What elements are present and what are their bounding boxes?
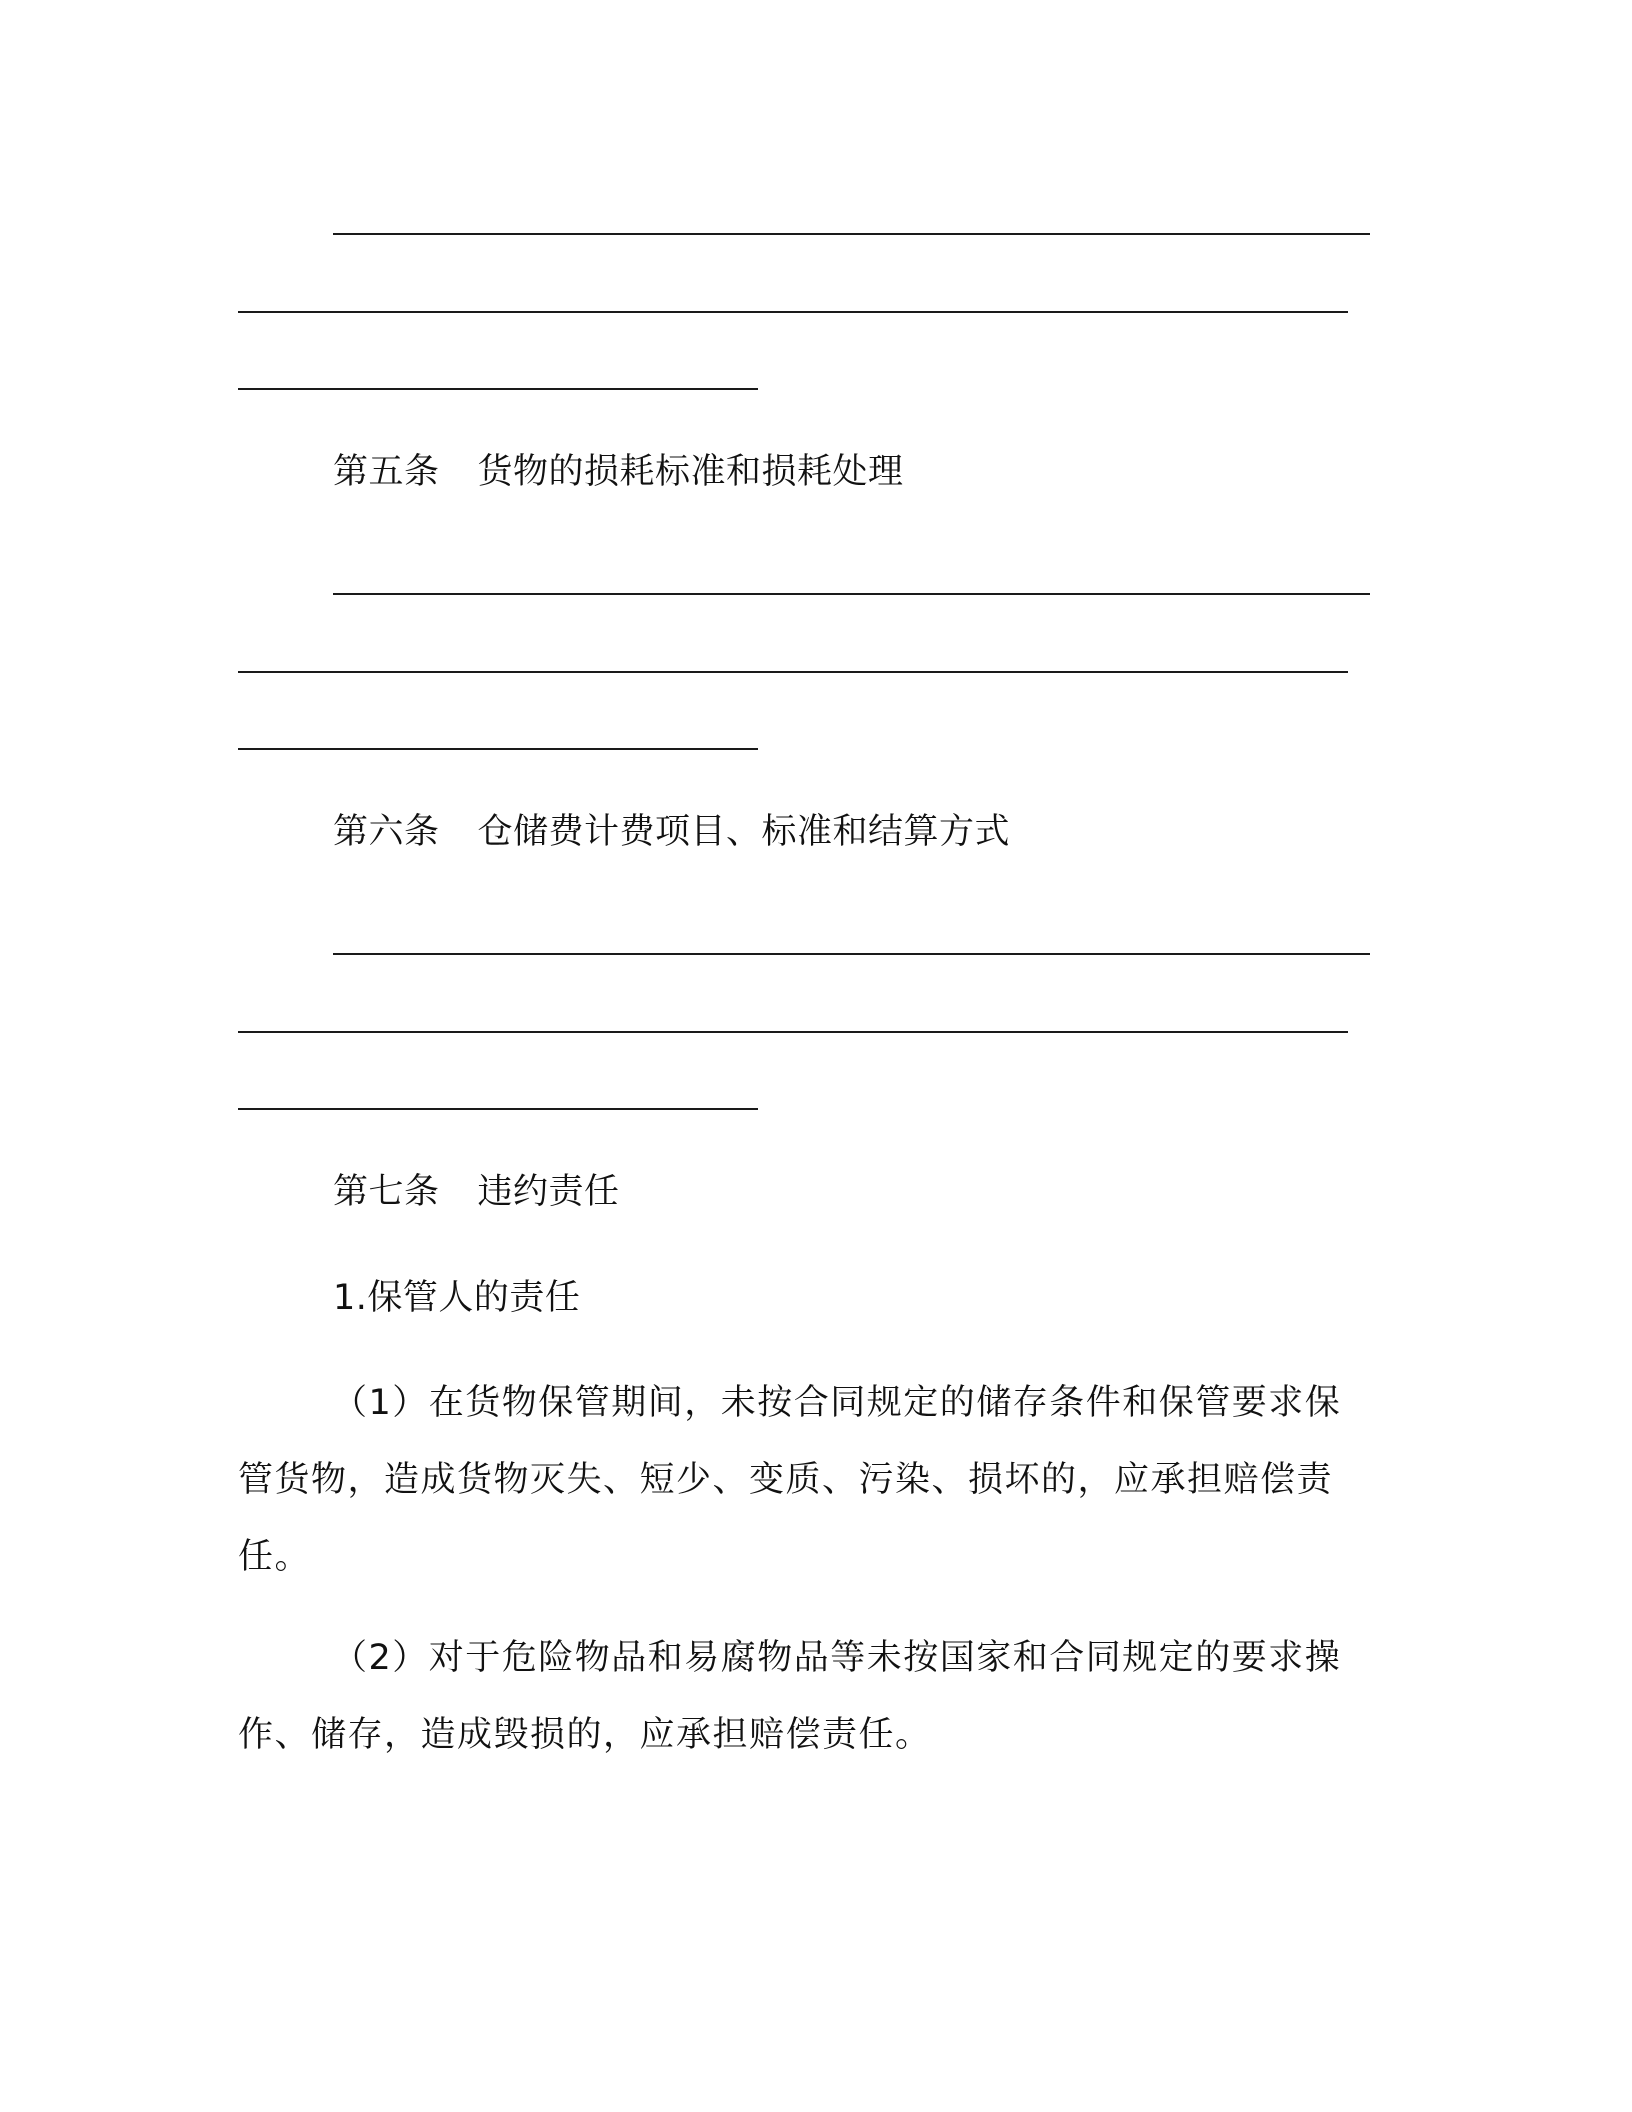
blank-line xyxy=(238,748,758,750)
blank-line xyxy=(238,388,758,390)
article-number: 第七条 xyxy=(333,1172,440,1212)
blank-line xyxy=(333,233,1370,235)
article-number: 第五条 xyxy=(333,452,440,492)
blank-line xyxy=(238,311,1348,313)
paragraph-item-1: （1）在货物保管期间，未按合同规定的储存条件和保管要求保管货物，造成货物灭失、短少、变质、污染、损坏的，应承担赔偿责任。 xyxy=(238,1383,1342,1577)
blank-line xyxy=(333,953,1370,955)
article-title: 违约责任 xyxy=(477,1172,620,1212)
blank-line xyxy=(333,593,1370,595)
article-5-heading xyxy=(333,448,904,496)
article-number: 第六条 xyxy=(333,812,440,852)
article-title: 仓储费计费项目、标准和结算方式 xyxy=(477,812,1011,852)
article-7-heading xyxy=(333,1168,620,1216)
blank-line xyxy=(238,1108,758,1110)
article-6-heading xyxy=(333,808,1010,856)
blank-line xyxy=(238,671,1348,673)
section-heading: 1.保管人的责任 xyxy=(333,1278,581,1318)
paragraph-item-2: （2）对于危险物品和易腐物品等未按国家和合同规定的要求操作、储存，造成毁损的，应承担赔偿责任。 xyxy=(238,1638,1342,1755)
blank-line xyxy=(238,1031,1348,1033)
article-title: 货物的损耗标准和损耗处理 xyxy=(477,452,904,492)
